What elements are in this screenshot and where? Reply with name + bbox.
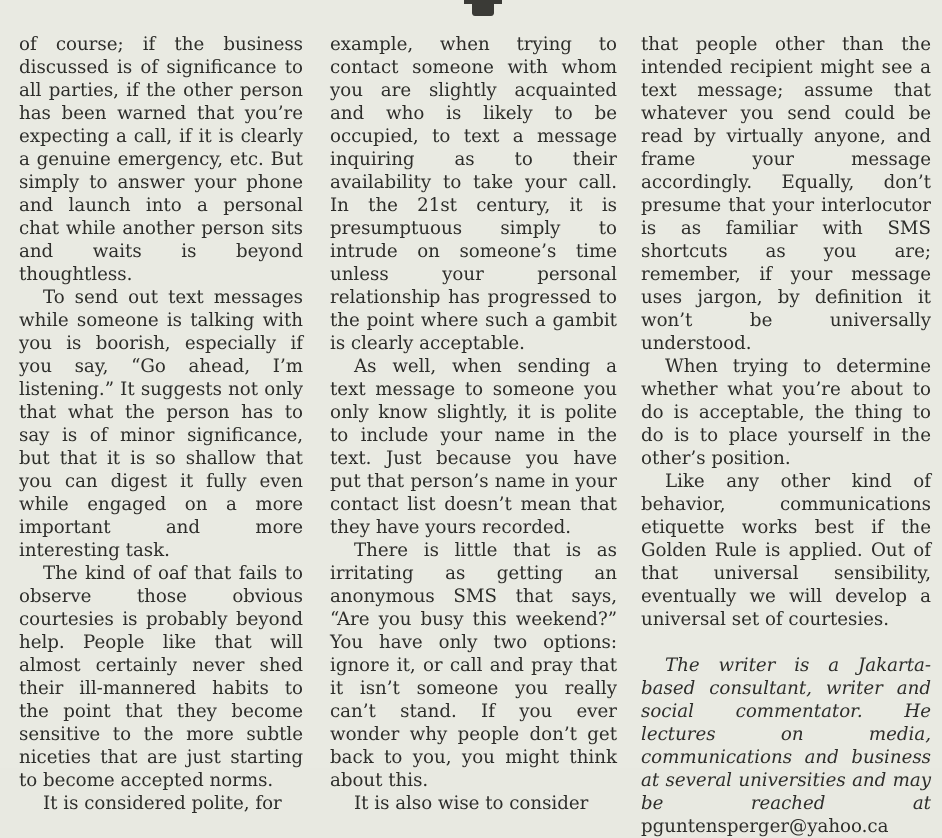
paragraph: example, when trying to contact someone with whom you are slightly acquainted and who is likely to be occupied, to text a message inquiring as to their availability to take your call. In the 21st century, it is presumptuous simply to intrude on someone’s time unless your personal relationship has progressed to the point where such a gambit is clearly acceptable. <box>330 34 617 354</box>
article-column-2 <box>330 33 617 815</box>
author-email: pguntensperger@yahoo.ca <box>641 816 889 837</box>
paragraph: When trying to determine whether what you’re about to do is acceptable, the thing to do is to place yourself in the other’s position. <box>641 356 931 469</box>
paragraph: To send out text messages while someone is talking with you is boorish, especially if you say, “Go ahead, I’m listening.” It suggests not only that what the person has to say is of minor significance, but that it is so shallow that you can digest it fully even while engaged on a more important and more interesting task. <box>19 287 303 561</box>
paragraph: of course; if the business discussed is of significance to all parties, if the other person has been warned that you’re expecting a call, if it is clearly a genuine emergency, etc. But simply to answer your phone and launch into a personal chat while another person sits and waits is beyond thoughtless. <box>19 34 303 285</box>
paragraph: It is also wise to consider <box>354 793 589 814</box>
author-bio <box>641 654 931 838</box>
paragraph: The kind of oaf that fails to observe those obvious courtesies is probably beyond help. People like that will almost certainly never shed their ill-mannered habits to the point that they become sensitive to the more subtle niceties that are just starting to become accepted norms. <box>19 563 303 791</box>
article-column-1 <box>19 33 303 815</box>
paragraph: Like any other kind of behavior, communications etiquette works best if the Golden Rule is applied. Out of that universal sensibility, eventually we will develop a universal set of courtesies. <box>641 471 931 630</box>
page-ornament <box>472 0 494 16</box>
paragraph: It is considered polite, for <box>43 793 282 814</box>
paragraph: As well, when sending a text message to someone you only know slightly, it is polite to include your name in the text. Just because you have put that person’s name in your contact list doesn’t mean that they have yours recorded. <box>330 356 617 538</box>
article-column-3 <box>641 33 931 838</box>
paragraph: There is little that is as irritating as getting an anonymous SMS that says, “Are you busy this weekend?” You have only two options: ignore it, or call and pray that it isn’t someone you really can’t stand. If you ever wonder why people don’t get back to you, you might think about this. <box>330 540 617 791</box>
author-bio-text: The writer is a Jakarta-based consultant, writer and social commentator. He lectures on media, communications and business at several universities and may be reached at <box>641 655 931 814</box>
paragraph: that people other than the intended recipient might see a text message; assume that whatever you send could be read by virtually anyone, and frame your message accordingly. Equally, don’t presume that your interlocutor is as familiar with SMS shortcuts as you are; remember, if your message uses jargon, by definition it won’t be universally understood. <box>641 34 931 354</box>
